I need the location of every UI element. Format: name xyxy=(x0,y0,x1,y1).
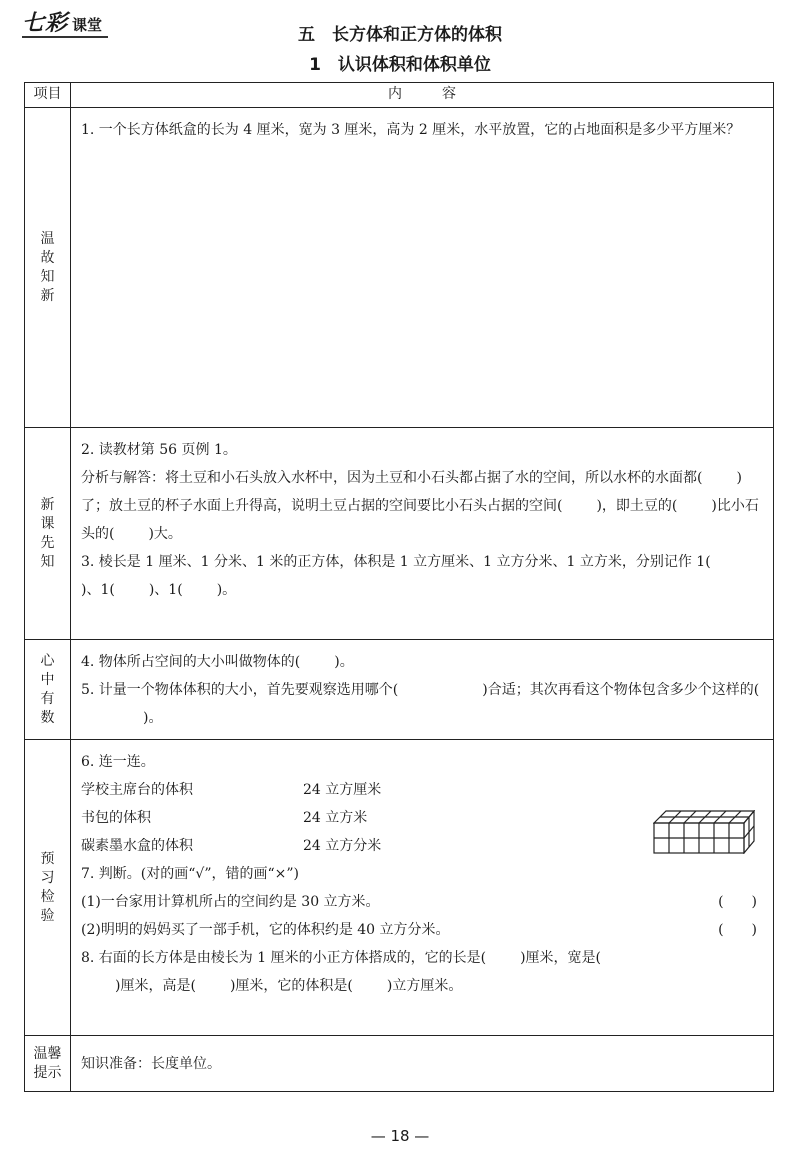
question-5: 5. 计量一个物体体积的大小，首先要观察选用哪个( )合适；其次再看这个物体包含多少个这样的()。 xyxy=(81,682,760,726)
section-keypoints xyxy=(25,640,774,740)
page-number: — 18 — xyxy=(370,1127,430,1145)
section-content-check xyxy=(71,740,774,1036)
judge-item: (1)一台家用计算机所占的空间约是 30 立方米。 ( ) xyxy=(81,888,763,916)
section-label-review: 温 故 知 新 xyxy=(25,108,71,428)
section-label-keypoints: 心 中 有 数 xyxy=(25,640,71,740)
question-4: 4. 物体所占空间的大小叫做物体的( )。 xyxy=(81,654,354,670)
section-label-preview: 新 课 先 知 xyxy=(25,428,71,640)
match-row[interactable]: 书包的体积 24 立方米 xyxy=(81,810,368,826)
judge-item: (2)明明的妈妈买了一部手机，它的体积约是 40 立方分米。 ( ) xyxy=(81,916,763,944)
match-row[interactable]: 碳素墨水盒的体积 24 立方分米 xyxy=(81,838,382,854)
logo-sub: 课堂 xyxy=(72,16,103,34)
question-1: 1. 一个长方体纸盒的长为 4 厘米，宽为 3 厘米，高为 2 厘米，水平放置，它的占地面积是多少平方厘米？ xyxy=(81,122,741,138)
section-tips xyxy=(25,1036,774,1092)
question-8: 8. 右面的长方体是由棱长为 1 厘米的小正方体搭成的，它的长是( )厘米，宽是()厘米，高是( )厘米，它的体积是( )立方厘米。 xyxy=(81,950,602,994)
section-content-preview xyxy=(71,428,774,640)
section-review xyxy=(25,108,774,428)
section-label-tips: 温馨 提示 xyxy=(25,1036,71,1092)
header-row xyxy=(25,83,774,108)
section-content-tips xyxy=(71,1036,774,1092)
question-6-title: 6. 连一连。 xyxy=(81,754,155,770)
section-check xyxy=(25,740,774,1036)
match-row[interactable]: 学校主席台的体积 24 立方厘米 xyxy=(81,782,382,798)
question-2-body: 分析与解答：将土豆和小石头放入水杯中，因为土豆和小石头都占据了水的空间，所以水杯的水面都( )了；放土豆的杯子水面上升得高，说明土豆占据的空间要比小石头占据的空间( )，即土豆的( )比小石头的( )大。 xyxy=(81,470,759,542)
section-content-keypoints xyxy=(71,640,774,740)
judge-answer-box[interactable]: ( ) xyxy=(718,922,757,938)
question-7-title: 7. 判断。(对的画“√”，错的画“×”) xyxy=(81,866,300,882)
tips-text: 知识准备：长度单位。 xyxy=(81,1055,221,1072)
section-label-check: 预 习 检 验 xyxy=(25,740,71,1036)
unit-title: 五 长方体和正方体的体积 xyxy=(298,25,502,45)
section-content-review xyxy=(71,108,774,428)
cuboid-figure xyxy=(653,810,755,854)
question-3: 3. 棱长是 1 厘米、1 分米、1 米的正方体，体积是 1 立方厘米、1 立方分米、1 立方米，分别记作 1()、1( )、1( )。 xyxy=(81,554,711,598)
lesson-title: 1 认识体积和体积单位 xyxy=(309,55,491,75)
section-preview xyxy=(25,428,774,640)
logo-brand: 七彩 xyxy=(22,11,69,36)
question-2-title: 2. 读教材第 56 页例 1。 xyxy=(81,442,237,458)
judge-answer-box[interactable]: ( ) xyxy=(718,894,757,910)
worksheet-table xyxy=(24,82,774,1092)
header-content: 内容 xyxy=(71,83,774,108)
header-item: 项目 xyxy=(25,83,71,108)
